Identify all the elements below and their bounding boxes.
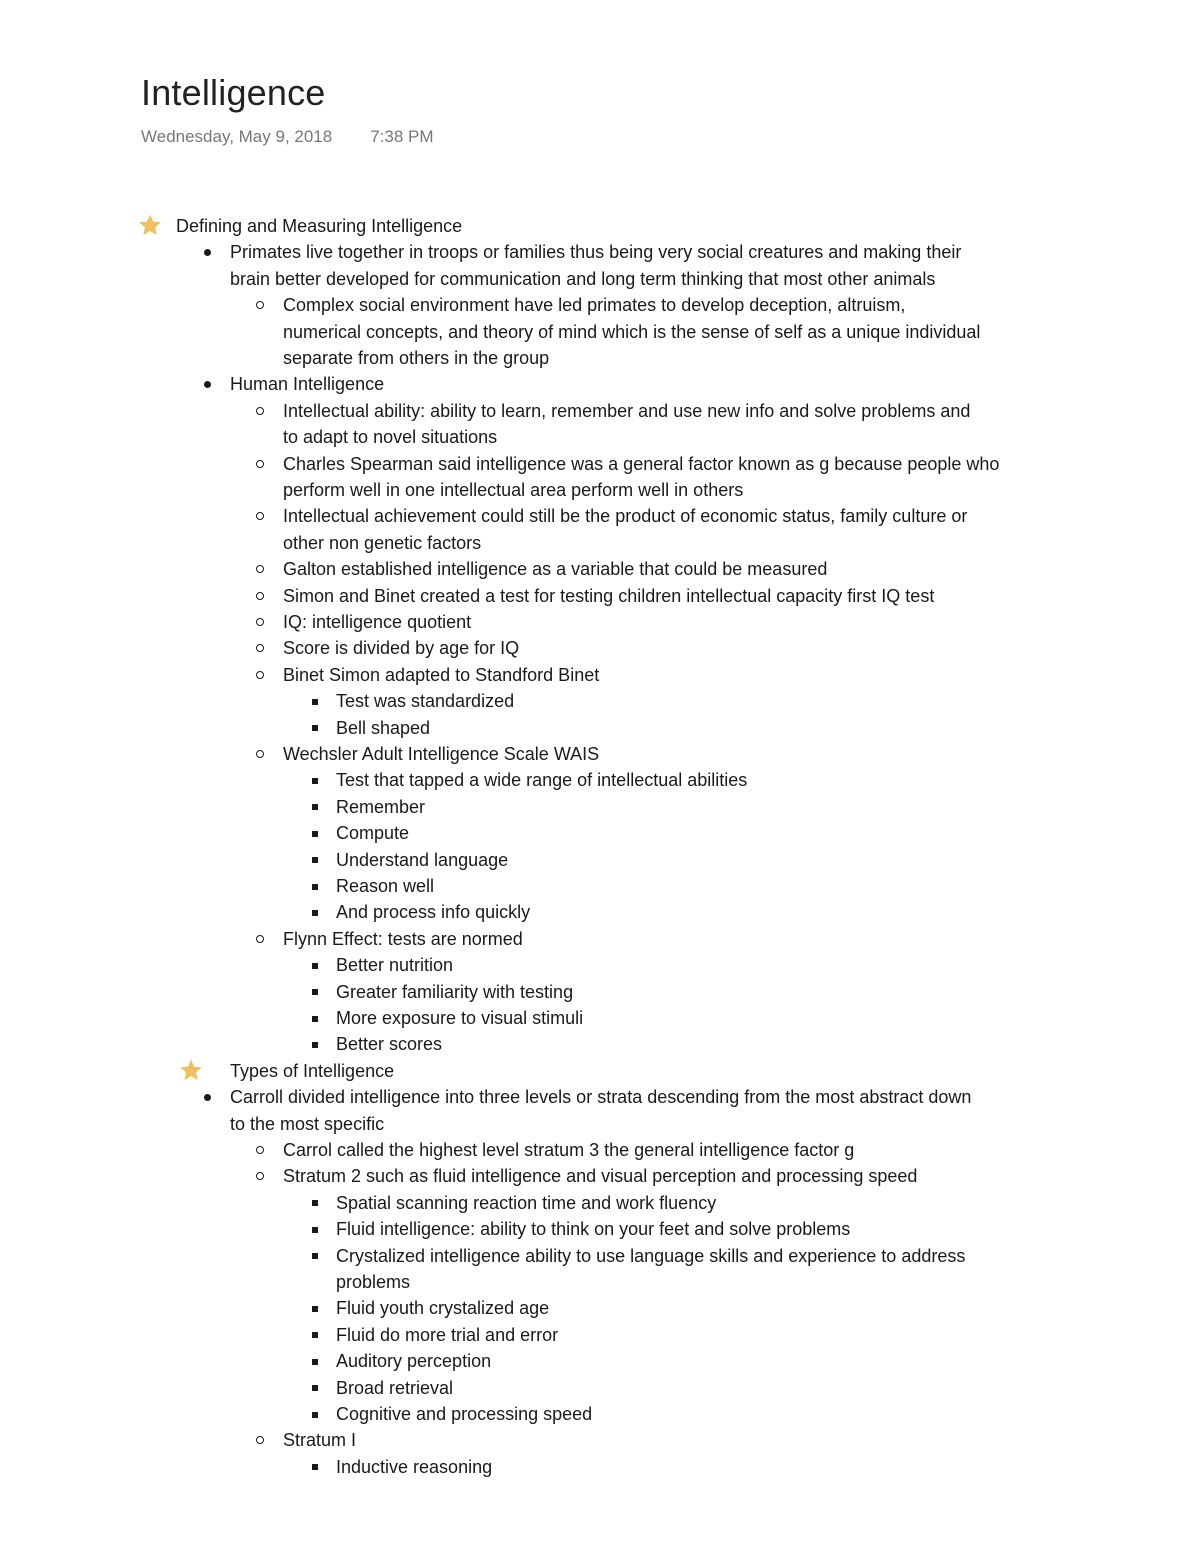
note-line: Human Intelligence (230, 374, 385, 395)
bullet-square-icon (312, 1385, 318, 1391)
note-line: Crystalized intelligence ability to use language skills and experience to address (336, 1245, 966, 1266)
bullet-circle-icon (256, 935, 264, 943)
note-line: Intellectual achievement could still be the product of economic status, family culture or (283, 506, 968, 527)
note-line: Intellectual ability: ability to learn, remember and use new info and solve problems and (283, 400, 971, 421)
bullet-circle-icon (256, 1172, 264, 1180)
note-line: Stratum I (283, 1430, 357, 1451)
bullet-square-icon (312, 1042, 318, 1048)
note-line: Compute (336, 823, 410, 844)
note-line: Charles Spearman said intelligence was a general factor known as g because people who (283, 453, 1000, 474)
bullet-circle-icon (256, 460, 264, 468)
bullet-square-icon (312, 1412, 318, 1418)
note-line: Better nutrition (336, 955, 454, 976)
note-line: And process info quickly (336, 902, 531, 923)
note-line: Fluid youth crystalized age (336, 1298, 550, 1319)
note-line: Stratum 2 such as fluid intelligence and visual perception and processing speed (283, 1166, 918, 1187)
note-line: perform well in one intellectual area perform well in others (283, 480, 744, 500)
note-line: Test that tapped a wide range of intellectual abilities (336, 770, 748, 791)
bullet-circle-icon (256, 512, 264, 520)
bullet-square-icon (312, 778, 318, 784)
bullet-dot-icon (204, 381, 211, 388)
bullet-circle-icon (256, 1146, 264, 1154)
bullet-square-icon (312, 804, 318, 810)
note-line: Understand language (336, 849, 509, 870)
note-line: Types of Intelligence (230, 1060, 395, 1081)
bullet-square-icon (312, 1200, 318, 1206)
note-line: problems (336, 1272, 411, 1292)
star-icon (179, 1058, 203, 1082)
bullet-square-icon (312, 699, 318, 705)
bullet-dot-icon (204, 1094, 211, 1101)
note-line: Remember (336, 796, 426, 817)
bullet-circle-icon (256, 565, 264, 573)
note-line: Greater familiarity with testing (336, 981, 574, 1002)
bullet-square-icon (312, 989, 318, 995)
bullet-square-icon (312, 1227, 318, 1233)
bullet-circle-icon (256, 644, 264, 652)
note-line: Bell shaped (336, 717, 431, 738)
note-line: other non genetic factors (283, 532, 482, 553)
note-line: IQ: intelligence quotient (283, 612, 472, 632)
bullet-dot-icon (204, 249, 211, 256)
bullet-square-icon (312, 910, 318, 916)
note-date: Wednesday, May 9, 2018 (141, 127, 333, 146)
note-line: Complex social environment have led primates to develop deception, altruism, (283, 295, 906, 316)
bullet-square-icon (312, 1016, 318, 1022)
bullet-circle-icon (256, 750, 264, 758)
bullet-circle-icon (256, 618, 264, 626)
note-line: Auditory perception (336, 1351, 492, 1372)
bullet-square-icon (312, 884, 318, 890)
bullet-circle-icon (256, 592, 264, 600)
note-line: Binet Simon adapted to Standford Binet (283, 664, 600, 685)
bullet-circle-icon (256, 1436, 264, 1444)
note-line: numerical concepts, and theory of mind which is the sense of self as a unique individual (283, 321, 981, 342)
note-timestamp (141, 127, 434, 147)
note-line: More exposure to visual stimuli (336, 1008, 584, 1028)
note-line: Better scores (336, 1034, 443, 1055)
bullet-square-icon (312, 831, 318, 837)
note-line: Fluid do more trial and error (336, 1324, 559, 1345)
note-line: Wechsler Adult Intelligence Scale WAIS (283, 744, 600, 764)
bullet-square-icon (312, 963, 318, 969)
note-line: separate from others in the group (283, 348, 550, 368)
note-line: Fluid intelligence: ability to think on your feet and solve problems (336, 1219, 851, 1240)
note-line: Defining and Measuring Intelligence (176, 216, 463, 236)
bullet-circle-icon (256, 671, 264, 679)
note-line: Score is divided by age for IQ (283, 638, 520, 659)
bullet-square-icon (312, 1464, 318, 1470)
bullet-square-icon (312, 1306, 318, 1312)
bullet-square-icon (312, 725, 318, 731)
bullet-square-icon (312, 1332, 318, 1338)
bullet-square-icon (312, 1253, 318, 1259)
page-title: Intelligence (141, 72, 326, 113)
bullet-circle-icon (256, 407, 264, 415)
note-line: Simon and Binet created a test for testing children intellectual capacity first IQ test (283, 585, 935, 606)
note-line: brain better developed for communication and long term thinking that most other animals (230, 268, 936, 289)
note-line: to the most specific (230, 1113, 385, 1134)
note-line: Galton established intelligence as a variable that could be measured (283, 559, 828, 580)
note-line: to adapt to novel situations (283, 427, 498, 448)
note-line: Spatial scanning reaction time and work fluency (336, 1192, 717, 1213)
note-line: Cognitive and processing speed (336, 1404, 593, 1424)
note-line: Inductive reasoning (336, 1456, 493, 1477)
note-line: Broad retrieval (336, 1377, 454, 1398)
star-icon (138, 213, 162, 237)
note-time: 7:38 PM (370, 127, 434, 146)
note-line: Flynn Effect: tests are normed (283, 928, 523, 949)
note-line: Primates live together in troops or families thus being very social creatures and making their (230, 242, 962, 263)
note-line: Reason well (336, 876, 435, 896)
note-line: Test was standardized (336, 691, 515, 712)
bullet-circle-icon (256, 301, 264, 309)
bullet-square-icon (312, 857, 318, 863)
bullet-square-icon (312, 1359, 318, 1365)
note-line: Carrol called the highest level stratum 3 the general intelligence factor g (283, 1140, 855, 1160)
note-line: Carroll divided intelligence into three levels or strata descending from the most abstract down (230, 1087, 972, 1108)
